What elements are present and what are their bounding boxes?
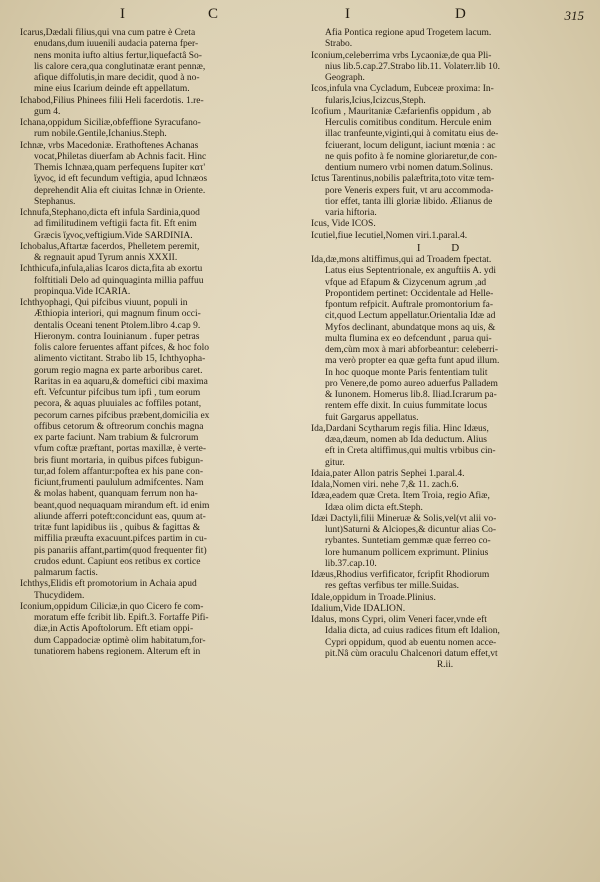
- right-column: [311, 28, 579, 671]
- text-line: eft in Creta altiffimus,qui multis vrbibus cin-: [325, 446, 496, 457]
- text-line: Ichnæ, vrbs Macedoniæ. Erathoftenes Achanas: [20, 140, 199, 151]
- text-line: Ida,dæ,mons altiffimus,qui ad Troadem fpectat.: [311, 255, 492, 265]
- text-line: beant,quod nequaquam mirandum eft. id enim: [34, 500, 210, 511]
- text-line: Idæi Dactyli,filii Mineruæ & Solis,vel(vt alii vo-: [311, 513, 497, 524]
- text-line: miffilia præufta exacuunt.pifces partim in cu-: [34, 534, 207, 545]
- text-line: propinqua.Vide ICARIA.: [34, 286, 131, 297]
- text-line: Ichabod,Filius Phinees filii Heli facerdotis. 1.re-: [20, 95, 204, 106]
- text-line: Æthiopia interiori, qui magnum finum occi-: [34, 309, 201, 320]
- text-line: ma verò propter ea quæ gefta funt apud illum.: [325, 356, 500, 367]
- text-line: R.ii.: [436, 660, 454, 670]
- left-column: [20, 28, 288, 658]
- text-line: fpontum refpicit. Auftrale promontorium fa-: [325, 300, 494, 310]
- text-line: vocat,Philetas diuerfam ab Achnis facit. Hinc: [34, 151, 207, 162]
- text-line: Græcis ἴχνος,veftigium.Vide SARDINIA.: [34, 230, 193, 241]
- text-line: fciuerant, locum deligunt, iaciunt mœnia : ac: [325, 140, 496, 151]
- text-line: Iconium,oppidum Ciliciæ,in quo Cicero fe com-: [20, 601, 204, 612]
- text-line: bris fiunt mortaria, in quibus pifces fubigun-: [34, 455, 204, 466]
- text-line: varia hiftoria.: [325, 208, 377, 218]
- running-head-letter-left-1: I: [120, 6, 126, 22]
- text-line: vfque ad Efapum & Cizycenum agrum ,ad: [325, 277, 487, 288]
- section-heading: I D: [416, 242, 474, 254]
- text-line: illac tranfeunte,viginti,qui à comitatu eius de-: [325, 129, 499, 140]
- text-line: Themis Ichnæa,quam perfequens Iupiter κατ': [34, 163, 206, 173]
- text-line: Latus eius Septentrionale, ex anguftiis A. ydi: [325, 266, 496, 277]
- text-line: dum Cappadociæ optimè olim habitatum,for-: [34, 635, 206, 646]
- text-line: pit.Nâ cùm oraculu Chalcenori datum effet,vt: [325, 648, 498, 659]
- text-line: fuit Gargarus appellatus.: [325, 412, 419, 423]
- text-line: lib.37.cap.10.: [325, 558, 377, 569]
- text-line: pecora, & aquas pluuiales ac foffiles potant,: [34, 399, 202, 410]
- text-line: Idalia dicta, ad cuius radices fitum eft Idalion,: [325, 626, 500, 637]
- text-line: Ictus Tarentinus,nobilis palæftrita,toto vitæ tem-: [311, 174, 495, 185]
- text-line: Idæus,Rhodius verfificator, fcripfit Rhodiorum: [311, 570, 490, 580]
- text-line: & molas habent, quanquam ferrum non ha-: [34, 489, 198, 500]
- running-head-letter-right-2: D: [455, 6, 467, 22]
- text-line: dem,cùm mox à mari abforbeantur: celeberri-: [325, 345, 499, 355]
- text-line: lore humanum pollicem exprimunt. Plinius: [325, 547, 489, 558]
- text-line: tior effet, tanta illi gloriæ libido. Ælianus de: [325, 196, 493, 207]
- text-line: tritæ funt lapidibus iis , quibus & fagittas &: [34, 523, 200, 533]
- text-line: Icofium , Mauritaniæ Cæfarienfis oppidum , ab: [311, 106, 491, 117]
- text-line: Ichthicufa,infula,alias Icaros dicta,fita ab exortu: [20, 264, 203, 275]
- text-line: pis panariis affant,partim(quod frequenter fit): [34, 545, 207, 556]
- text-line: pecorum carnes pifcibus præbent,domicilia ex: [34, 410, 210, 421]
- text-line: Stephanus.: [34, 196, 76, 207]
- text-line: pore Veneris expers fuit, vt aru accommoda-: [325, 185, 494, 196]
- text-line: rum nobile.Gentile,Ichanius.Steph.: [34, 129, 167, 140]
- page-number: 315: [564, 8, 584, 23]
- running-head-letter-left-2: C: [208, 6, 220, 22]
- text-line: Icutiel,fiue Iecutiel,Nomen viri.1.paral.4.: [311, 230, 468, 241]
- text-line: rybantes. Suntetiam gemmæ quæ ferreo co-: [325, 536, 491, 547]
- text-line: gum 4.: [34, 106, 61, 117]
- text-line: & regnauit apud Tyrum annis XXXII.: [34, 253, 178, 263]
- text-line: tunatiorem habens regionem. Alterum eft in: [34, 646, 201, 657]
- text-line: palmarum factis.: [34, 568, 98, 578]
- text-line: diæ,in Actis Apoftolorum. Eft etiam oppi-: [34, 624, 194, 635]
- text-line: dæa,dæum, nomen ab Ida deductum. Alius: [325, 435, 488, 445]
- text-line: Ichana,oppidum Siciliæ,obfeffione Syracufano-: [20, 118, 201, 128]
- text-line: gorum regio magna ex parte arboribus caret.: [34, 365, 203, 376]
- text-line: nius lib.5.cap.27.Strabo lib.11. Volaterr.lib 10.: [325, 61, 501, 72]
- text-line: Idæa olim dicta eft.Steph.: [325, 502, 423, 513]
- text-line: Herculis comitibus conditum. Hercule enim: [325, 118, 492, 128]
- text-line: aliunde afferri poteft:concidunt eas, quum at-: [34, 511, 206, 522]
- text-line: Idalium,Vide IDALION.: [311, 603, 406, 614]
- text-line: Ichthyophagi, Qui pifcibus viuunt, populi in: [20, 298, 188, 308]
- text-line: res geftas verfibus ter mille.Suidas.: [325, 581, 460, 592]
- text-line: Idæa,eadem quæ Creta. Item Troia, regio Afiæ,: [311, 491, 490, 502]
- text-line: Propontidem pertinet: Occidentale ad Helle-: [325, 288, 494, 299]
- text-line: folis calore feruentes affant pifces, & hoc folo: [34, 343, 209, 353]
- text-line: mine eius Icarium deinde eft appellatum.: [34, 84, 190, 95]
- text-line: Icos,infula vna Cycladum, Eubceæ proxima: In-: [311, 84, 494, 95]
- text-line: gitur.: [325, 457, 345, 468]
- text-line: lunt)Saturni & Alciopes,& dicuntur alias Co-: [325, 525, 496, 535]
- text-line: ad fimilitudinem veftigii facta fit. Eft enim: [34, 219, 197, 230]
- text-line: dentium numero vrbi nomen datum.Solinus.: [325, 163, 493, 173]
- text-line: ne quis pofito à fe nomine gloriaretur,de con-: [325, 151, 498, 162]
- text-line: Idale,oppidum in Troade.Plinius.: [311, 592, 436, 603]
- text-line: deprehendit Alia eft ciuitas Ichnæ in Oriente.: [34, 185, 206, 196]
- text-line: eft. Vefcuntur pifcibus tum ipfi , tum eorum: [34, 388, 201, 398]
- text-line: Ichthys,Elidis eft promotorium in Achaia apud: [20, 579, 197, 590]
- text-line: In hoc quoque monte Paris fententiam tulit: [325, 367, 488, 378]
- text-line: Ichnufa,Stephano,dicta eft infula Sardinia,quod: [20, 208, 200, 218]
- text-line: pro Venere,de pomo aureo aduerfus Palladem: [325, 378, 498, 389]
- text-line: Strabo.: [325, 39, 353, 50]
- text-line: Icus, Vide ICOS.: [311, 219, 376, 230]
- text-line: Cypri oppidum, quod ab euentu nomen acce-: [325, 637, 497, 648]
- text-line: Geograph.: [325, 73, 365, 83]
- text-line: offibus cetorum & oftreorum conchis magna: [34, 421, 204, 432]
- text-line: Thucydidem.: [34, 590, 85, 601]
- text-line: Hieronym. contra Iouinianum . fuper petras: [34, 331, 200, 342]
- text-line: Idalus, mons Cypri, olim Veneri facer,vnde eft: [311, 615, 487, 625]
- text-line: & Iunonem. Homerus lib.8. Iliad.Icrarum pa-: [325, 390, 497, 400]
- text-line: Iconium,celeberrima vrbs Lycaoniæ,de qua Pli-: [311, 50, 492, 61]
- text-line: Idala,Nomen viri. nehe 7,& 11. zach.6.: [311, 480, 459, 490]
- text-line: ἴχνος, id eft fecundum veftigia, apud Ichnæos: [34, 174, 208, 185]
- text-line: alimento victitant. Strabo lib 15, Ichthyopha-: [34, 354, 206, 365]
- text-line: Raritas in ea aquaru,& domeftici cibi maxima: [34, 376, 208, 387]
- text-line: Idaia,pater Allon patris Sephei 1.paral.4.: [311, 468, 465, 479]
- text-line: ex parte faciunt. Nam trabium & fulcrorum: [34, 433, 199, 443]
- text-line: folftitiali Delo ad quinquaginta millia paffuu: [34, 275, 204, 286]
- text-line: multa flumina ex eo defcendunt , parua qui-: [325, 333, 492, 344]
- text-line: Afia Pontica regione apud Trogetem lacum.: [325, 28, 492, 38]
- text-line: lis calore cera,qua conglutinatæ erant pennæ,: [34, 61, 206, 72]
- text-line: fularis,Icius,Icizcus,Steph.: [325, 95, 426, 106]
- text-line: rentem effe dixit. In cuius fummitate locus: [325, 401, 488, 412]
- text-line: Icarus,Dædali filius,qui vna cum patre è Creta: [20, 28, 196, 38]
- text-line: cit,quod Lectum appellatur.Orientalia Idæ ad: [325, 311, 496, 322]
- text-line: moratum effe fcribit lib. Epift.3. Fortaffe Pifi-: [34, 613, 209, 623]
- text-line: dentalis Oceani tenent Ptolem.libro 4.cap 9.: [34, 320, 201, 331]
- text-line: ficiunt,frumenti paululum admifcentes. Nam: [34, 478, 204, 488]
- text-line: Ichobalus,Aftartæ facerdos, Phelletem peremit,: [20, 241, 200, 252]
- text-line: enudans,dum iuuenili audacia paterna fper-: [34, 39, 199, 50]
- text-line: crudos edunt. Capiunt eos retibus ex cortice: [34, 556, 201, 567]
- text-line: nens monita iufto altius fertur,liquefactâ So-: [34, 50, 202, 61]
- running-head: [0, 6, 600, 28]
- text-line: vfum coftæ præftant, portas maxillæ, è verte-: [34, 444, 207, 455]
- text-line: Ida,Dardani Scytharum regis filia. Hinc Idæus,: [311, 423, 489, 434]
- text-line: afique diffolutis,in mare decidit, quod à no-: [34, 73, 200, 83]
- running-head-letter-right-1: I: [345, 6, 351, 22]
- text-line: tur,ad folem affantur:poftea ex his pane con-: [34, 466, 204, 477]
- text-line: Myfos declinant, abundatque mons aq uis, &: [325, 322, 496, 333]
